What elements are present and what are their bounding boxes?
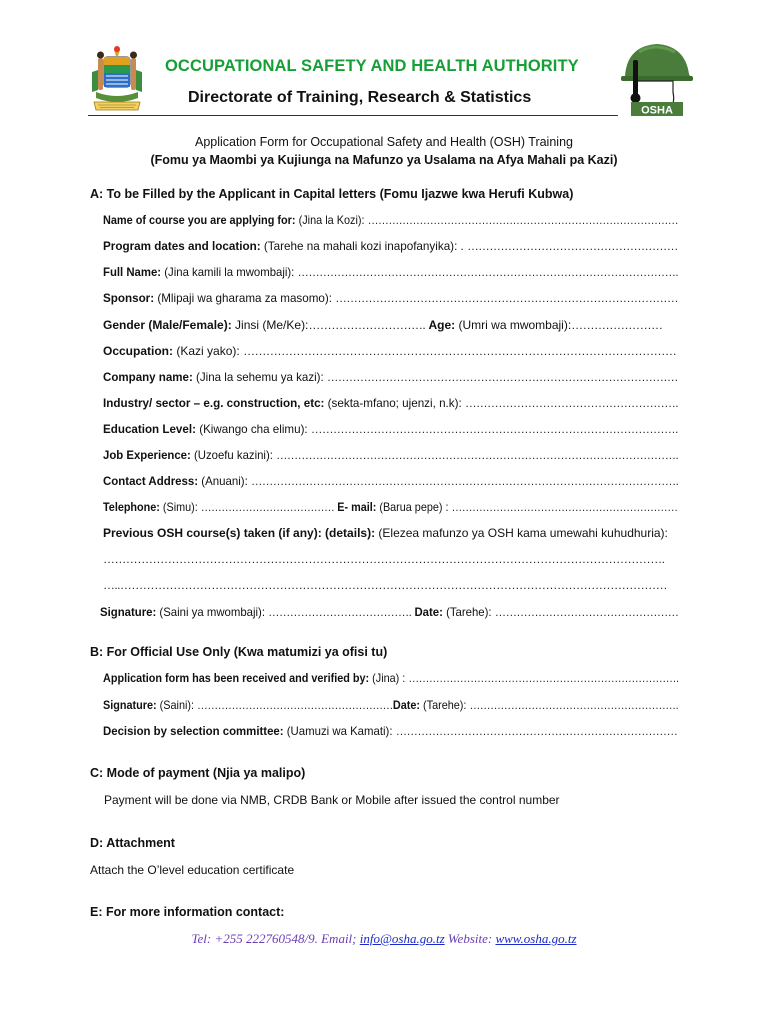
experience-fill-line: ………………………………………………………………………………………………….: [276, 448, 679, 462]
company-label-sw: (Jina la sehemu ya kazi):: [196, 370, 324, 384]
attachment-instructions: Attach the O’level education certificate: [90, 863, 295, 877]
occupation-label-sw: (Kazi yako):: [176, 344, 240, 358]
date-fill-line: ……………………………………………: [494, 605, 679, 619]
sponsor-fill-line: …………………………………………………………………………………: [335, 291, 679, 305]
sponsor-field[interactable]: [103, 291, 678, 305]
previous-courses-blank-line-2[interactable]: …..………………………………………………………………………………………………………………………………: [103, 578, 668, 592]
directorate-name: Directorate of Training, Research & Statistics: [188, 89, 532, 106]
official-signature-fill-line: …………………………………………………: [197, 698, 393, 712]
gender-age-field[interactable]: [103, 318, 662, 332]
age-fill-line: ……………………: [571, 318, 663, 332]
contact-email-link[interactable]: info@osha.go.tz: [359, 931, 445, 946]
contact-address-field[interactable]: [103, 474, 678, 488]
program-dates-field[interactable]: [103, 239, 678, 253]
industry-label: Industry/ sector – e.g. construction, etc:: [103, 396, 325, 410]
decision-label: Decision by selection committee:: [103, 724, 284, 738]
official-signature-label-sw: (Saini):: [159, 698, 195, 712]
sponsor-label-sw: (Mlipaji wa gharama za masomo):: [157, 291, 332, 305]
section-b-heading: B: For Official Use Only (Kwa matumizi ya ofisi tu): [90, 645, 388, 659]
experience-label-sw: (Uzoefu kazini):: [193, 448, 273, 462]
gender-fill-line: ………………………….: [308, 318, 426, 332]
age-label-sw: (Umri wa mwombaji):: [458, 318, 572, 332]
occupation-field[interactable]: [103, 344, 676, 358]
education-label: Education Level:: [103, 422, 196, 436]
telephone-label: Telephone:: [103, 500, 160, 514]
decision-fill-line: ……………………………………………………………………: [395, 724, 678, 738]
email-label-sw: (Barua pepe) :: [379, 500, 449, 514]
official-date-fill-line: …………………………………………………….: [469, 698, 679, 712]
job-experience-field[interactable]: [103, 448, 678, 462]
header-rule: [88, 115, 618, 116]
age-label: Age:: [428, 318, 456, 332]
education-fill-line: ……………………………………………………………………………………….: [310, 422, 678, 436]
payment-instructions: Payment will be done via NMB, CRDB Bank or Mobile after issued the control number: [104, 793, 560, 807]
occupation-label: Occupation:: [103, 344, 174, 358]
occupation-fill-line: ……………………………………………………………………………………………………: [243, 344, 677, 358]
course-label: Name of course you are applying for:: [103, 213, 296, 227]
experience-label: Job Experience:: [103, 448, 191, 462]
official-date-label: Date:: [392, 698, 421, 712]
full-name-field[interactable]: [103, 265, 678, 279]
education-label-sw: (Kiwango cha elimu):: [199, 422, 308, 436]
company-label: Company name:: [103, 370, 193, 384]
gender-label-sw: Jinsi (Me/Ke):: [235, 318, 309, 332]
name-label-sw: (Jina kamili la mwombaji):: [164, 265, 295, 279]
name-label: Full Name:: [103, 265, 162, 279]
received-verified-by-field[interactable]: [103, 671, 678, 685]
received-label-sw: (Jina) :: [372, 671, 406, 685]
section-d-heading: D: Attachment: [90, 836, 175, 850]
dates-label-sw: (Tarehe na mahali kozi inapofanyika): .: [263, 239, 464, 253]
gender-label: Gender (Male/Female):: [103, 318, 232, 332]
contact-telephone: Tel: +255 222760548/9. Email;: [191, 931, 357, 946]
telephone-fill-line: …………………………………: [200, 500, 335, 514]
course-name-field[interactable]: [103, 213, 678, 227]
email-fill-line: …………………………………………………………: [451, 500, 678, 514]
name-fill-line: …………………………………………………………………………………………….: [297, 265, 678, 279]
section-e-heading: E: For more information contact:: [90, 905, 285, 919]
dates-fill-line: …………………………………………………: [467, 239, 678, 253]
dates-label: Program dates and location:: [103, 239, 261, 253]
contact-line: [0, 931, 768, 947]
official-signature-date-field[interactable]: [103, 698, 678, 712]
contact-website-label: Website:: [447, 931, 493, 946]
selection-committee-decision-field[interactable]: [103, 724, 677, 738]
address-fill-line: ……………………………………………………………………………………………………….: [250, 474, 679, 488]
section-a-heading: A: To be Filled by the Applicant in Capital letters (Fomu Ijazwe kwa Herufi Kubwa): [90, 187, 574, 201]
previous-courses-blank-line-1[interactable]: ………………………………………………………………………………………………………………………………….: [103, 552, 665, 566]
course-label-sw: (Jina la Kozi):: [298, 213, 365, 227]
organization-name: OCCUPATIONAL SAFETY AND HEALTH AUTHORITY: [165, 57, 579, 75]
applicant-signature-date-field[interactable]: [100, 605, 679, 619]
coat-of-arms-icon: [84, 44, 150, 116]
date-label: Date:: [414, 605, 443, 619]
telephone-email-field[interactable]: [103, 500, 677, 514]
telephone-label-sw: (Simu):: [162, 500, 198, 514]
signature-label: Signature:: [100, 605, 157, 619]
form-title-swahili: (Fomu ya Maombi ya Kujiunga na Mafunzo ya Usalama na Afya Mahali pa Kazi): [150, 153, 618, 167]
industry-label-sw: (sekta-mfano; ujenzi, n.k):: [327, 396, 462, 410]
company-fill-line: ……………………………………………………………………………………: [326, 370, 678, 384]
received-label: Application form has been received and verified by:: [103, 671, 370, 685]
address-label: Contact Address:: [103, 474, 199, 488]
osha-logo-text: OSHA: [641, 104, 673, 117]
section-c-heading: C: Mode of payment (Njia ya malipo): [90, 766, 306, 780]
email-label: E- mail:: [337, 500, 377, 514]
contact-website-link[interactable]: www.osha.go.tz: [495, 931, 577, 946]
industry-fill-line: ………………………………………………….: [464, 396, 678, 410]
official-date-label-sw: (Tarehe):: [423, 698, 467, 712]
signature-label-sw: (Saini ya mwombaji):: [159, 605, 266, 619]
address-label-sw: (Anuani):: [201, 474, 248, 488]
company-name-field[interactable]: [103, 370, 678, 384]
decision-label-sw: (Uamuzi wa Kamati):: [286, 724, 393, 738]
course-fill-line: ………………………………………………………………………………: [367, 213, 679, 227]
education-level-field[interactable]: [103, 422, 678, 436]
received-fill-line: …………………………………………………………………….: [408, 671, 679, 685]
official-signature-label: Signature:: [103, 698, 157, 712]
industry-field[interactable]: [103, 396, 678, 410]
previous-label: Previous OSH course(s) taken (if any): (details):: [103, 526, 376, 540]
sponsor-label: Sponsor:: [103, 291, 155, 305]
previous-label-sw: (Elezea mafunzo ya OSH kama umewahi kuhudhuria):: [378, 526, 668, 540]
signature-fill-line: ………………………………….: [268, 605, 412, 619]
form-title: Application Form for Occupational Safety and Health (OSH) Training: [195, 135, 573, 149]
date-label-sw: (Tarehe):: [446, 605, 492, 619]
previous-osh-courses-field[interactable]: [103, 526, 668, 540]
osha-helmet-logo-icon: [615, 38, 695, 118]
